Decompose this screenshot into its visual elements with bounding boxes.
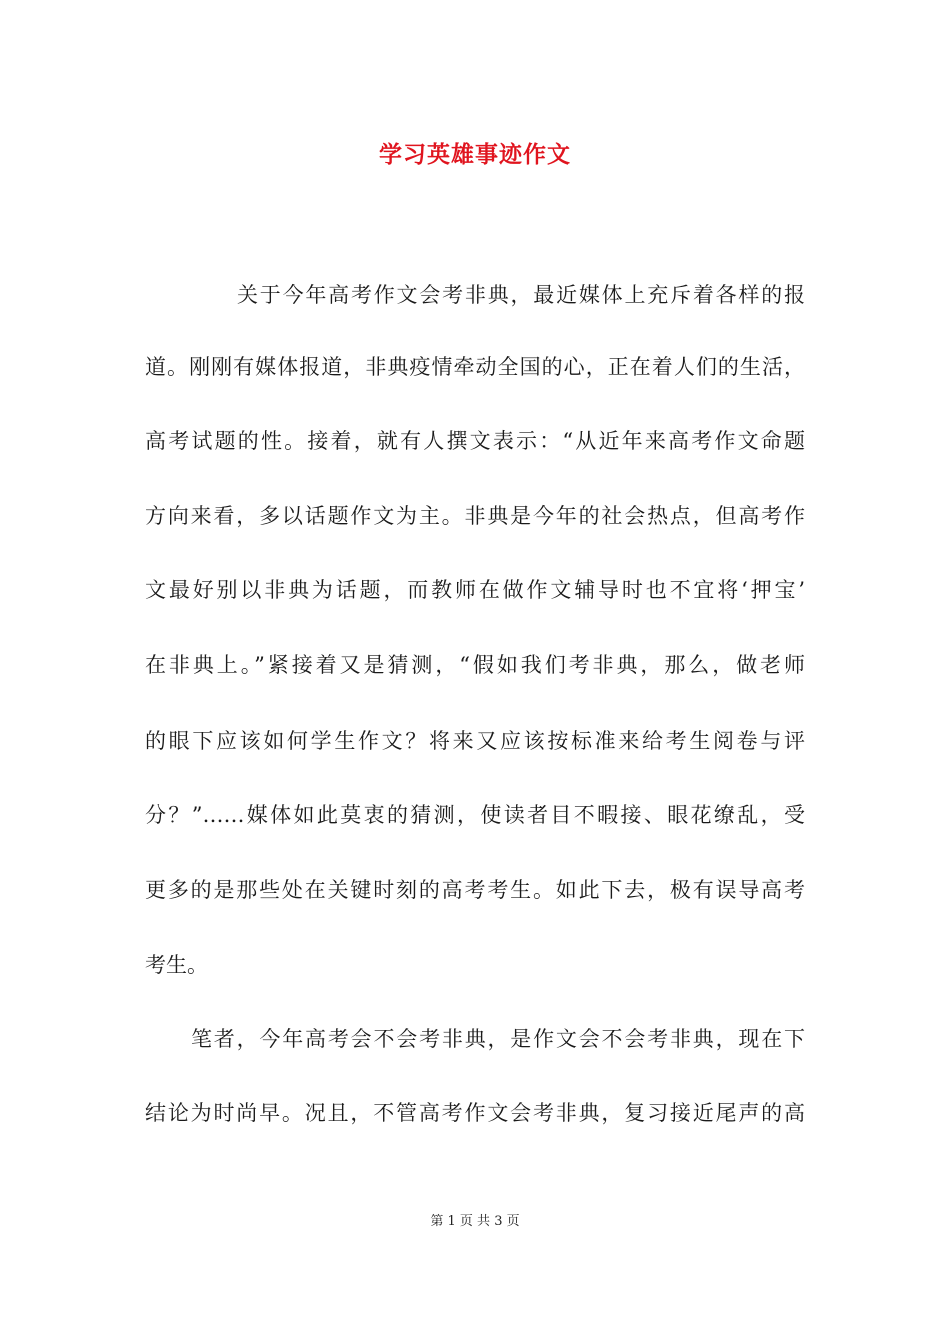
paragraph-line: 关于今年高考作文会考非典，最近媒体上充斥着各样的报 [237, 283, 805, 307]
paragraph-line: 笔者，今年高考会不会考非典，是作文会不会考非典，现在下 [191, 1027, 805, 1051]
document-title: 学习英雄事迹作文 [379, 141, 571, 168]
paragraph-line: 道。刚刚有媒体报道，非典疫情牵动全国的心，正在着人们的生活， [145, 355, 805, 379]
paragraph-line: 在非典上。”紧接着又是猜测，“假如我们考非典，那么，做老师 [145, 653, 805, 677]
paragraph-line: 方向来看，多以话题作文为主。非典是今年的社会热点，但高考作 [145, 504, 805, 528]
page-number: 第 1 页 共 3 页 [430, 1214, 520, 1229]
paragraph-line: 高考试题的性。接着，就有人撰文表示：“从近年来高考作文命题 [145, 429, 805, 453]
paragraph-line: 文最好别以非典为话题，而教师在做作文辅导时也不宜将‘押宝’ [145, 578, 805, 602]
paragraph-line: 更多的是那些处在关键时刻的高考考生。如此下去，极有误导高考 [145, 878, 805, 902]
paragraph-line: 结论为时尚早。况且，不管高考作文会考非典，复习接近尾声的高 [145, 1101, 805, 1125]
paragraph-line: 分？”……媒体如此莫衷的猜测，使读者目不暇接、眼花缭乱，受 [145, 803, 805, 827]
paragraph-line: 的眼下应该如何学生作文？将来又应该按标准来给考生阅卷与评 [145, 729, 805, 753]
paragraph-line: 考生。 [145, 953, 208, 977]
